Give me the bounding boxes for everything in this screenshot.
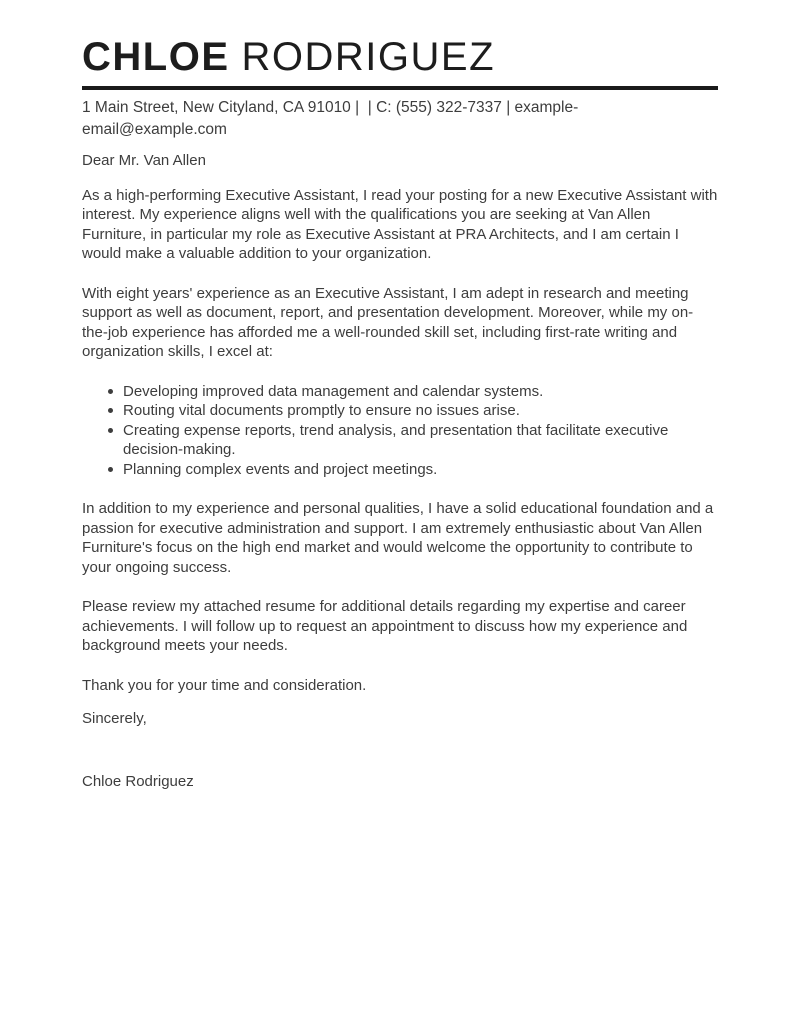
bullet-icon	[108, 467, 113, 472]
paragraph-intro: As a high-performing Executive Assistant, I read your posting for a new Executive Assistant with interest. My experience aligns well with the qualifications you are seeking at Van Allen Furniture, in particular my role as Executive Assistant at PRA Architects, and I am certain I would make a valuable addition to your organization.	[82, 186, 718, 262]
paragraph-followup: Please review my attached resume for additional details regarding my expertise and career achievements. I will follow up to request an appointment to discuss how my experience and background meets your needs.	[82, 598, 688, 654]
letter-header	[82, 36, 718, 141]
skills-list-item	[108, 460, 718, 480]
signature-name: Chloe Rodriguez	[82, 772, 194, 790]
letter-body	[82, 151, 718, 791]
contact-line: 1 Main Street, New Cityland, CA 91010 | | C: (555) 322-7337 | example-email@example.com	[82, 99, 579, 138]
skills-list-item-text: Developing improved data management and calendar systems.	[123, 382, 544, 400]
skills-list-item-text: Routing vital documents promptly to ensure no issues arise.	[123, 402, 520, 419]
candidate-name	[82, 36, 718, 78]
skills-list-item-text: Creating expense reports, trend analysis, and presentation that facilitate executive decision-making.	[123, 421, 669, 458]
bullet-icon	[108, 389, 113, 394]
header-divider	[82, 86, 718, 90]
skills-list-item	[108, 382, 718, 402]
bullet-icon	[108, 428, 113, 433]
paragraph-education: In addition to my experience and personal qualities, I have a solid educational foundation and a passion for executive administration and support. I am extremely enthusiastic about Van Allen Furniture's focus on the high end market and would welcome the opportunity to contribute to your ongoing success.	[82, 500, 714, 576]
bullet-icon	[108, 408, 113, 413]
thanks-line: Thank you for your time and consideration.	[82, 676, 367, 694]
skills-list	[82, 382, 718, 480]
valediction: Sincerely,	[82, 710, 147, 727]
skills-list-item	[108, 401, 718, 421]
skills-list-item-text: Planning complex events and project meetings.	[123, 460, 438, 478]
salutation: Dear Mr. Van Allen	[82, 152, 206, 169]
candidate-first-name: CHLOE	[82, 35, 230, 79]
skills-list-item	[108, 421, 718, 460]
candidate-last-name: RODRIGUEZ	[241, 35, 495, 79]
paragraph-experience: With eight years' experience as an Executive Assistant, I am adept in research and meeting support as well as document, report, and presentation development. Moreover, while my on-the-job experience has afforded me a well-rounded skill set, including first-rate writing and organization skills, I excel at:	[82, 284, 694, 360]
